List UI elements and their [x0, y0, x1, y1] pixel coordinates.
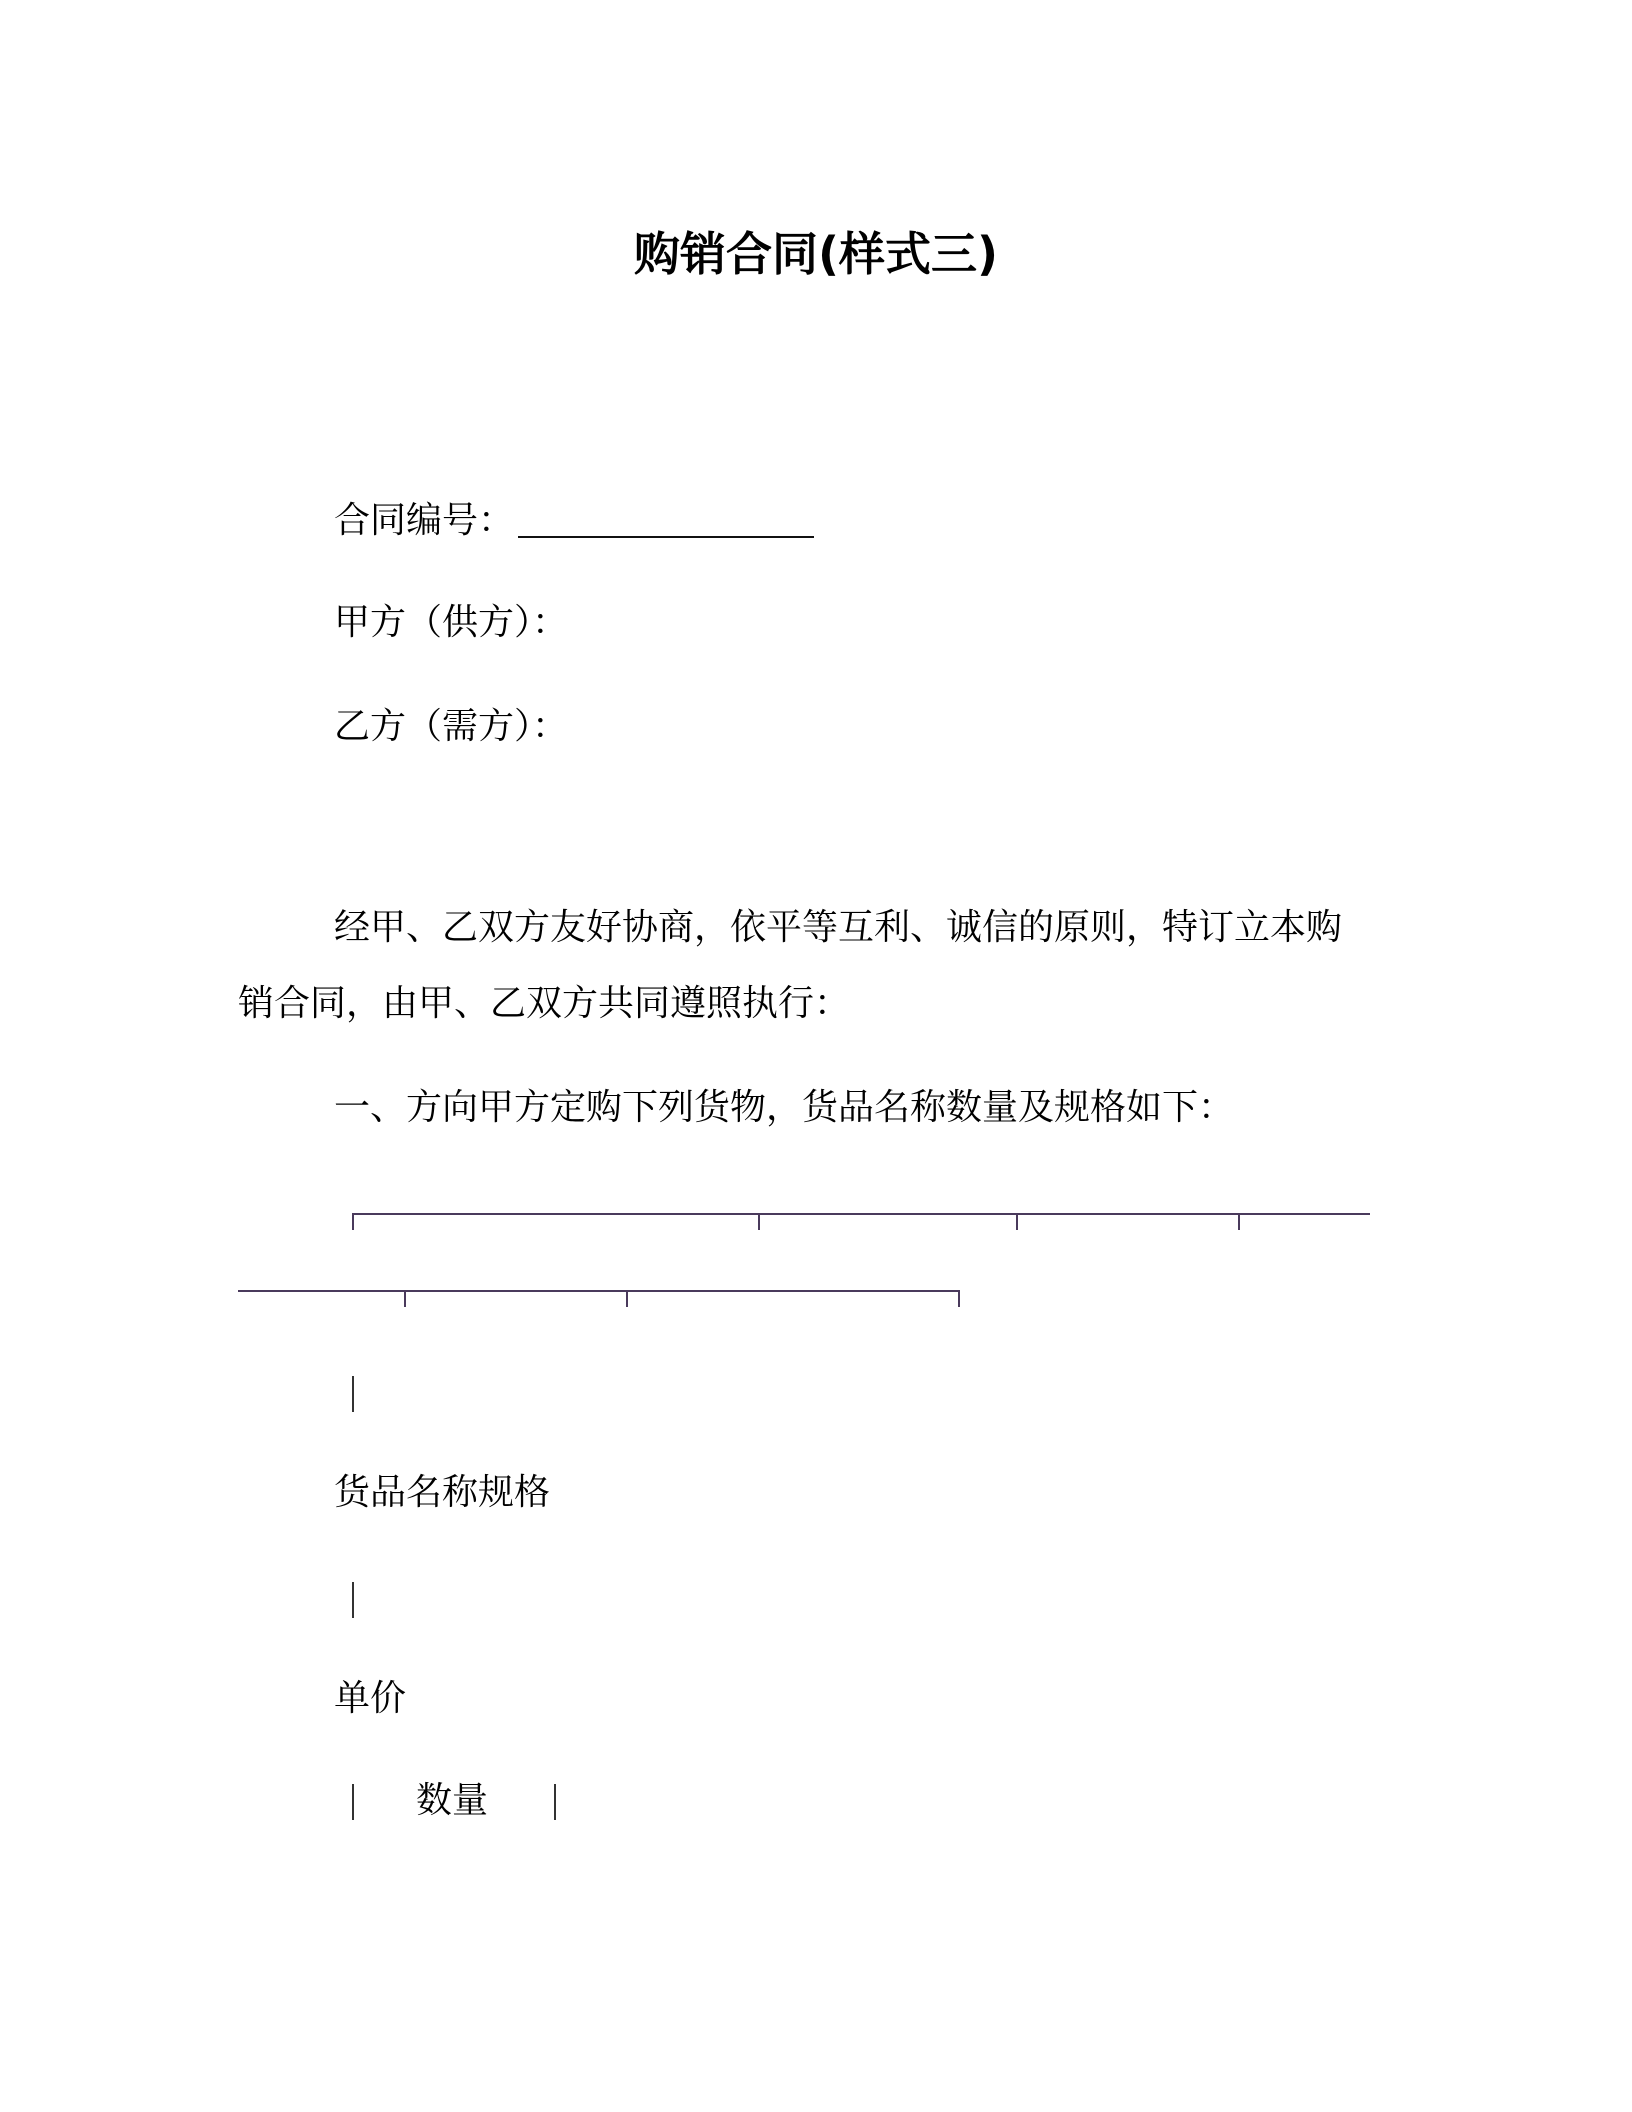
intro-paragraph-line-2: 销合同，由甲、乙双方共同遵照执行：: [238, 983, 851, 1024]
intro-paragraph-line-1: 经甲、乙双方友好协商，依平等互利、诚信的原则，特订立本购: [334, 907, 1343, 948]
party-a-label: 甲方（供方）：: [334, 602, 569, 643]
table-col-tick: [1016, 1213, 1018, 1230]
contract-number-label: 合同编号：: [334, 500, 515, 541]
table-cell-border: [352, 1582, 354, 1618]
table-second-rule: [238, 1290, 960, 1292]
table-top-rule: [352, 1213, 1370, 1215]
table-col-tick: [758, 1213, 760, 1230]
clause-1-text: 一、方向甲方定购下列货物，货品名称数量及规格如下：: [334, 1087, 1235, 1128]
party-b-label: 乙方（需方）：: [334, 706, 569, 747]
header-name-spec: 货品名称规格: [334, 1472, 551, 1513]
table-cell-border: [352, 1376, 354, 1412]
table-col-tick: [1238, 1213, 1240, 1230]
table-col-tick: [352, 1213, 354, 1230]
header-quantity: 数量: [416, 1780, 489, 1821]
table-col-tick: [626, 1290, 628, 1307]
document-title: 购销合同(样式三): [633, 227, 999, 281]
contract-number-blank: [518, 536, 814, 538]
table-col-tick: [958, 1290, 960, 1307]
table-cell-border: [554, 1784, 556, 1820]
header-unit-price: 单价: [334, 1678, 407, 1719]
table-cell-border: [352, 1784, 354, 1820]
table-col-tick: [404, 1290, 406, 1307]
